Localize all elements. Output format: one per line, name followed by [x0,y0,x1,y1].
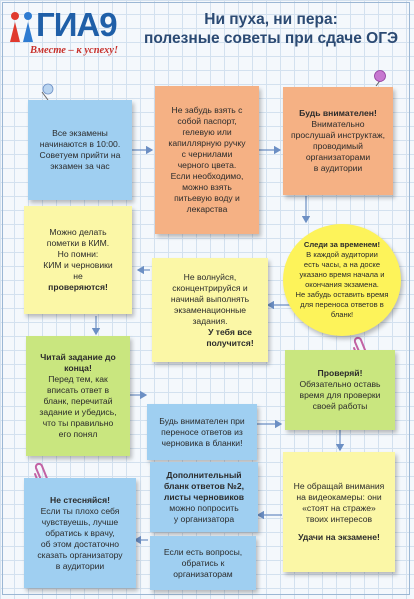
note-watch-time: Следи за временем! В каждой аудитории есть часы, а на доске указано время начала и окончания экзамена. Не забудь оставить время для переноса ответов в бланк! [283,224,401,336]
note-listen-briefing: Будь внимателен! Внимательно прослушай инструктаж, проводимый организаторами в аудитории [283,87,393,195]
note-dont-be-shy: Не стесняйся! Если ты плохо себя чувствуешь, лучше обратись к врачу, об этом достаточно сказать организатору в аудитории [24,478,136,588]
logo-text: ГИА9 [36,6,117,43]
note-cameras: Не обращай внимания на видеокамеры: они «стоят на страже» твоих интересов Удачи на экзамене! [283,452,395,572]
note-read-task: Читай задание до конца! Перед тем, как вписать ответ в бланк, перечитай задание и убедись, что ты правильно его понял [26,336,130,456]
note-what-to-bring: Не забудь взять с собой паспорт, гелевую или капиллярную ручку с чернилами черного цвета. Если необходимо, можно взять питьевую воду и лекарства [155,86,259,234]
note-kim-notes: Можно делать пометки в КИМ. Но помни: КИМ и черновики не проверяются! [24,206,132,314]
pushpin-icon [42,84,53,100]
logo-slogan: Вместе – к успеху! [30,45,119,56]
note-transfer-answers: Будь внимателен при переносе ответов из черновика в бланки! [147,404,257,460]
pushpin-icon [375,71,386,87]
note-extra-forms: Дополнительный бланк ответов №2, листы черновиков можно попросить у организатора [150,462,258,532]
note-ask-organizers: Если есть вопросы, обратись к организаторам [150,536,256,590]
note-exam-start-time: Все экзамены начинаются в 10:00. Советуем прийти на экзамен за час [28,100,132,200]
note-check-work: Проверяй! Обязательно оставь время для проверки своей работы [285,350,395,430]
title-line-2: полезные советы при сдаче ОГЭ [143,30,399,47]
note-dont-worry: Не волнуйся, сконцентрируйся и начинай выполнять экзаменационные задания. У тебя все получится! [152,258,268,362]
title-line-1: Ни пуха, ни пера: [204,11,338,28]
